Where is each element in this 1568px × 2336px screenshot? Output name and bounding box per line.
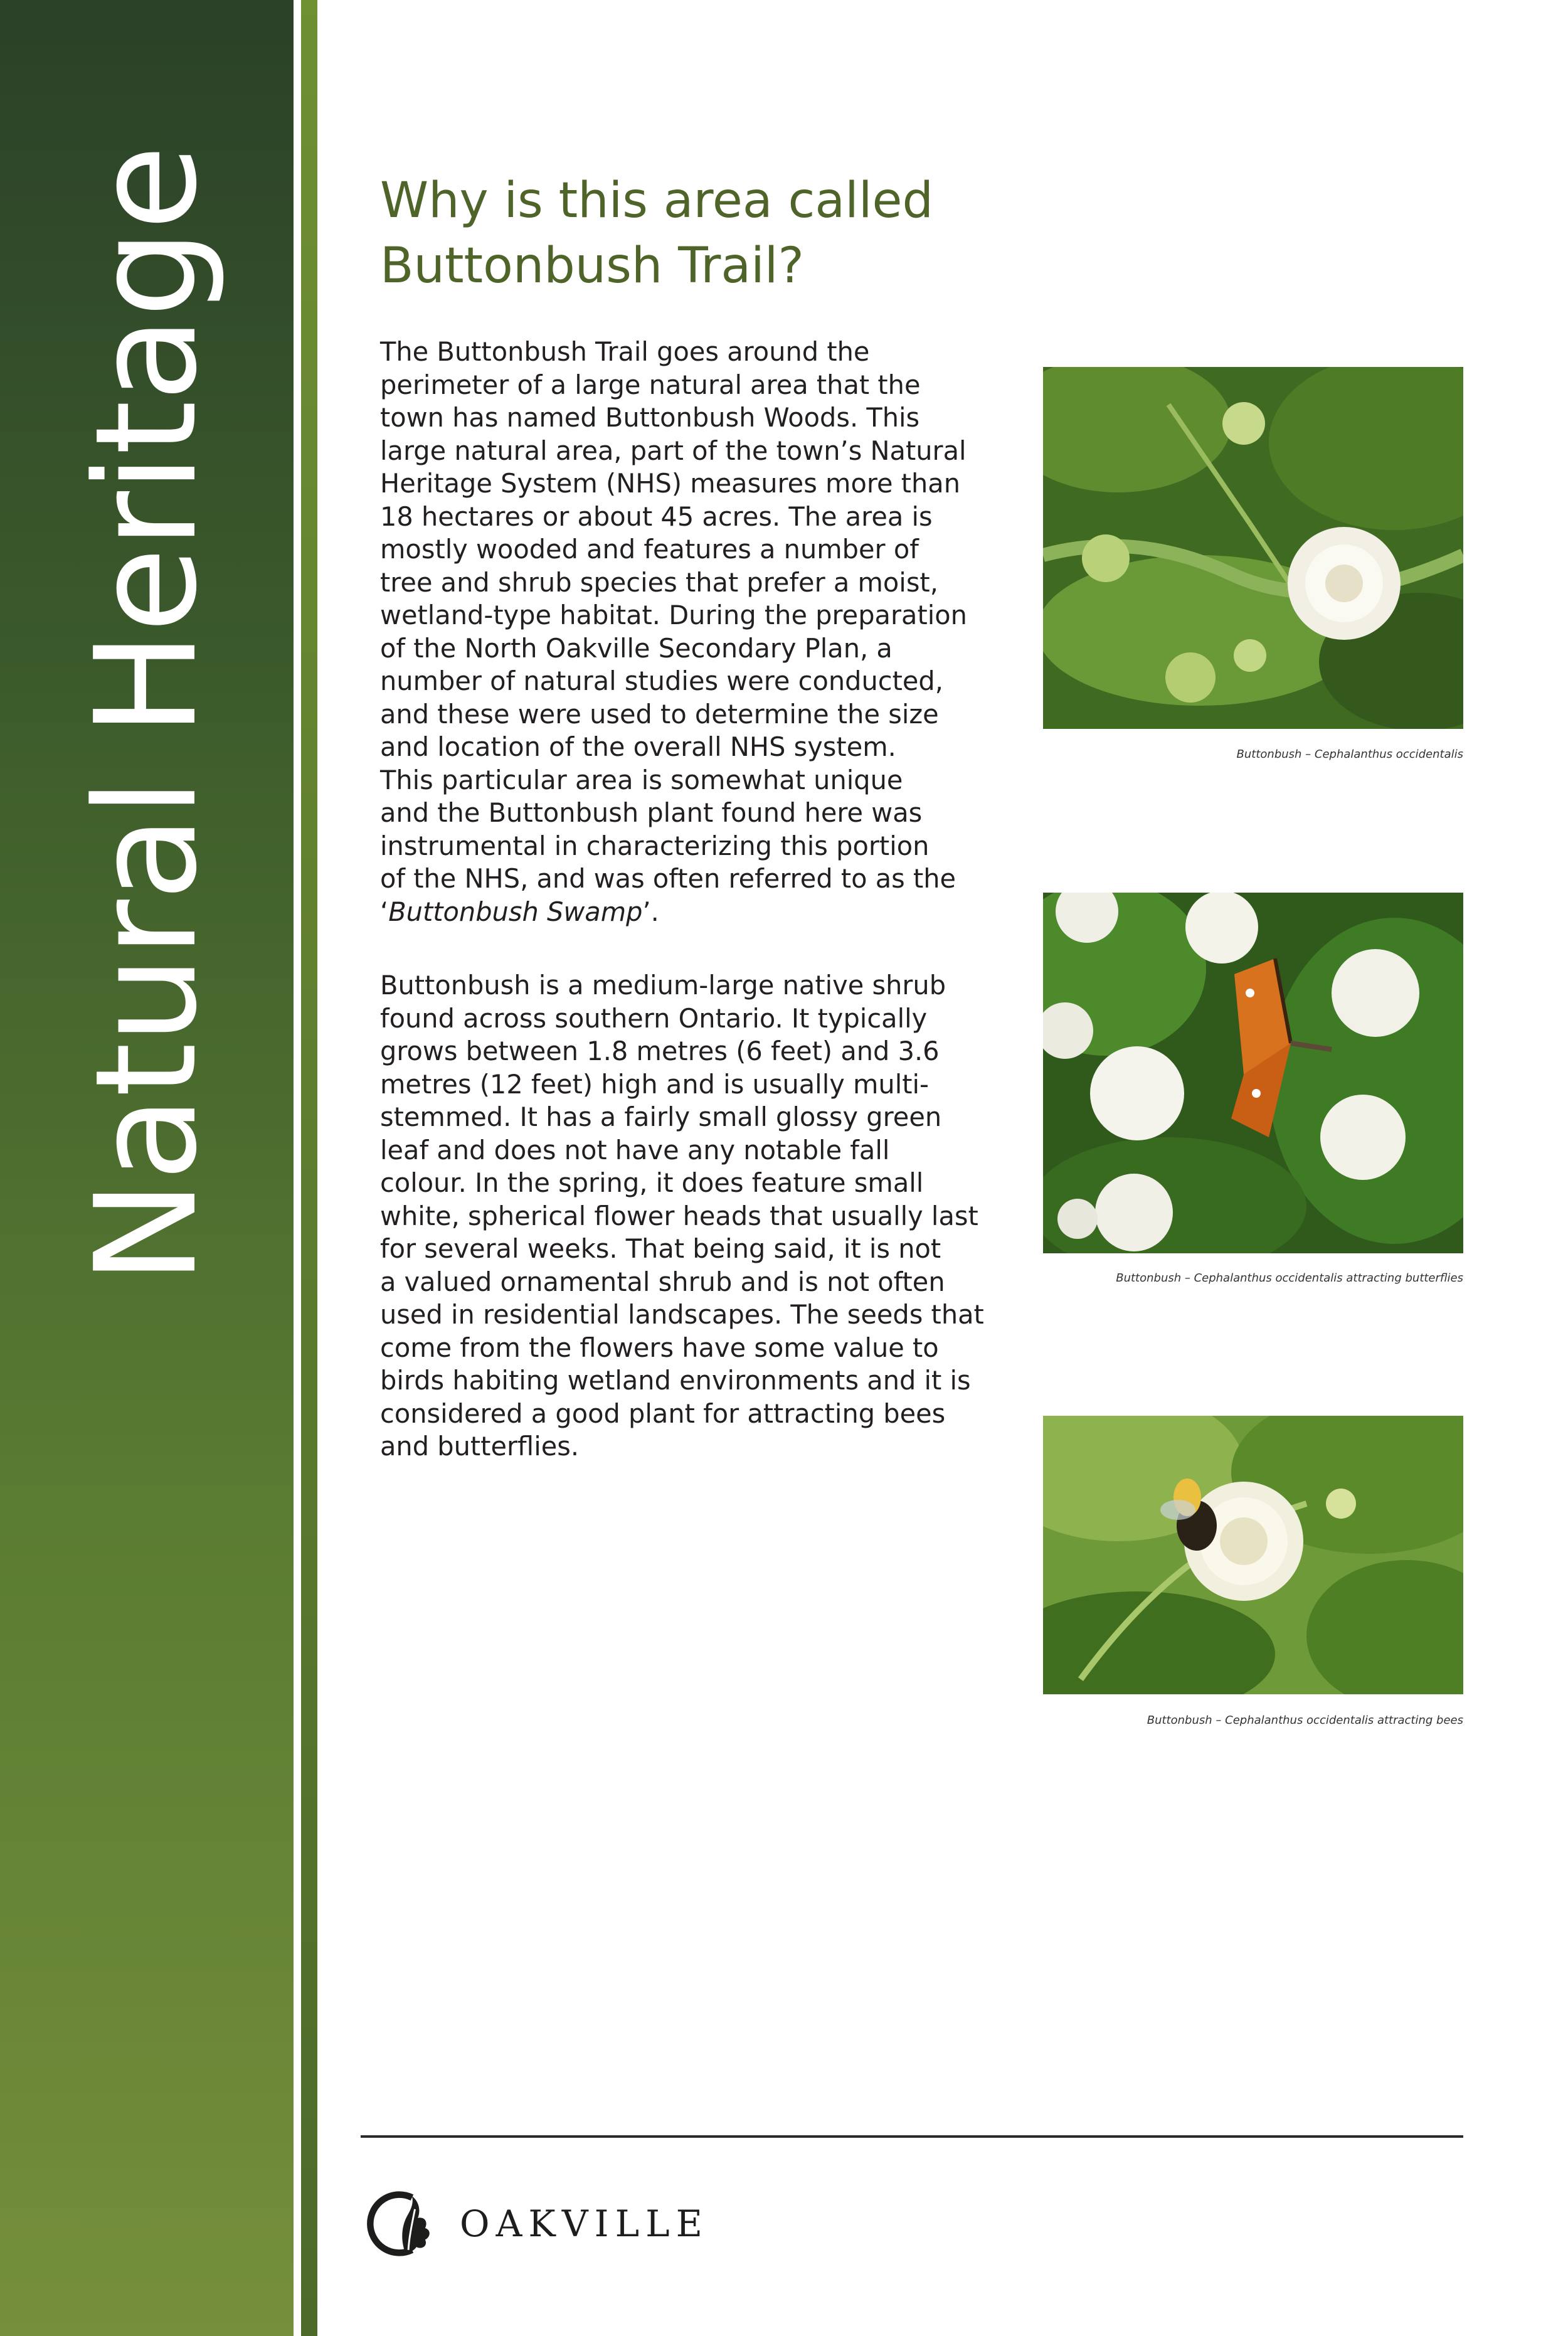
photo-caption: Buttonbush – Cephalanthus occidentalis attracting bees	[1147, 1714, 1463, 1727]
text-line: instrumental in characterizing this portion	[380, 830, 930, 861]
photo-caption: Buttonbush – Cephalanthus occidentalis	[1236, 748, 1463, 761]
photo-buttonbush-butterfly	[1043, 893, 1463, 1253]
sidebar-white-gap	[294, 0, 301, 2336]
paragraph-trail-history	[380, 336, 1007, 928]
footer-divider	[361, 2135, 1463, 2138]
bee-image	[1043, 1416, 1463, 1694]
text-line: grows between 1.8 metres (6 feet) and 3.6	[380, 1036, 940, 1066]
butterfly-image	[1043, 893, 1463, 1253]
text-line-final	[380, 896, 659, 927]
close-quote: ’.	[642, 896, 659, 927]
text-line: found across southern Ontario. It typically	[380, 1002, 928, 1034]
text-line: for several weeks. That being said, it is not	[380, 1233, 941, 1264]
page-heading	[380, 168, 1007, 299]
oak-leaf-logo-icon	[367, 2187, 440, 2260]
text-line: a valued ornamental shrub and is not often	[380, 1266, 945, 1297]
swamp-name: Buttonbush Swamp	[388, 896, 643, 927]
text-line: white, spherical flower heads that usually last	[380, 1200, 978, 1231]
text-line: and the Buttonbush plant found here was	[380, 797, 923, 828]
text-line: perimeter of a large natural area that the	[380, 369, 921, 400]
text-line: birds habiting wetland environments and it is	[380, 1365, 971, 1396]
text-line: This particular area is somewhat unique	[380, 764, 903, 795]
buttonbush-flowers-image	[1043, 367, 1463, 729]
text-line: 18 hectares or about 45 acres. The area is	[380, 501, 933, 532]
text-line: wetland-type habitat. During the preparation	[380, 600, 967, 630]
heading-line-1: Why is this area called	[380, 173, 933, 229]
logo-wordmark: OAKVILLE	[460, 2202, 709, 2245]
text-line: tree and shrub species that prefer a moist,	[380, 566, 938, 598]
text-line: number of natural studies were conducted,	[380, 666, 943, 696]
open-quote: ‘	[380, 896, 389, 927]
text-line: Heritage System (NHS) measures more than	[380, 468, 961, 499]
paragraph-plant-description	[380, 969, 1007, 1463]
photo-caption: Buttonbush – Cephalanthus occidentalis attracting butterflies	[1116, 1272, 1463, 1285]
sidebar-accent-stripe	[301, 0, 317, 2336]
text-line: of the North Oakville Secondary Plan, a	[380, 632, 893, 664]
text-line: town has named Buttonbush Woods. This	[380, 402, 920, 433]
text-line: used in residential landscapes. The seeds that	[380, 1299, 984, 1330]
text-line: leaf and does not have any notable fall	[380, 1134, 890, 1165]
text-line: and butterflies.	[380, 1431, 580, 1462]
text-line: considered a good plant for attracting bees	[380, 1398, 946, 1429]
text-line: come from the flowers have some value to	[380, 1332, 939, 1363]
text-line: mostly wooded and features a number of	[380, 534, 919, 565]
photo-buttonbush-flowers	[1043, 367, 1463, 729]
text-line: Buttonbush is a medium-large native shrub	[380, 970, 946, 1001]
heading-line-2: Buttonbush Trail?	[380, 238, 804, 294]
photo-buttonbush-bee	[1043, 1416, 1463, 1694]
text-line: large natural area, part of the town’s Natural	[380, 435, 967, 466]
text-line: and location of the overall NHS system.	[380, 731, 896, 762]
text-line: metres (12 feet) high and is usually multi-	[380, 1068, 930, 1100]
text-line: The Buttonbush Trail goes around the	[380, 336, 870, 367]
text-line: colour. In the spring, it does feature small	[380, 1167, 924, 1198]
sidebar-title: Natural Heritage	[66, 146, 228, 1285]
text-line: and these were used to determine the size	[380, 698, 939, 730]
oakville-logo	[367, 2189, 709, 2258]
text-line: of the NHS, and was often referred to as the	[380, 863, 956, 894]
text-line: stemmed. It has a fairly small glossy green	[380, 1102, 942, 1132]
